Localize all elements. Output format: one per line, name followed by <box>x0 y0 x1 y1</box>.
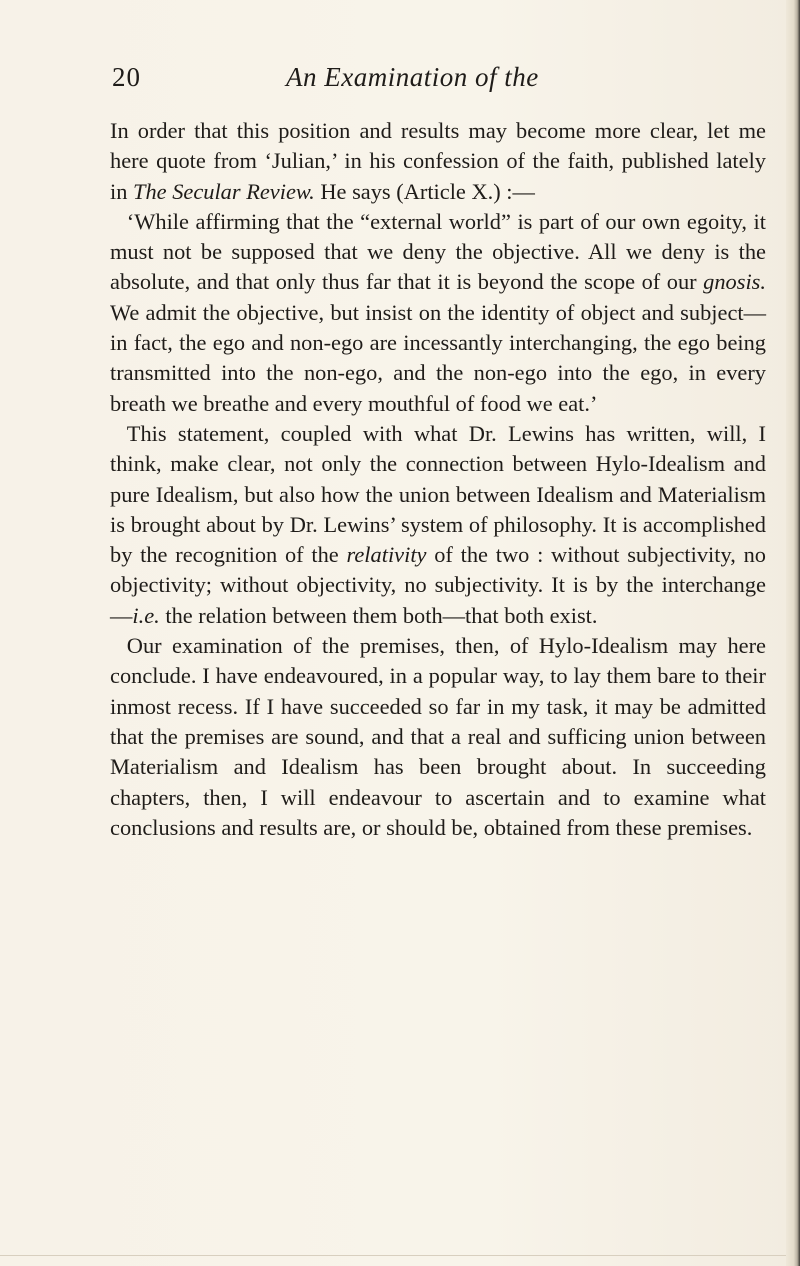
page-edge-shadow <box>786 0 800 1266</box>
text-run: In order that this position and results may become more clear, let me here quote from ‘Julian,’ in his confession of the faith, published lately in <box>110 118 766 204</box>
italic-title: The Secular Review. <box>133 178 315 204</box>
quotation-paragraph <box>110 207 766 419</box>
page-header <box>0 62 800 102</box>
text-run: This statement, coupled with what Dr. Lewins has written, will, I think, make clear, not only the connection between Hylo-Idealism and pure Idealism, but also how the union between Idealism and Materialism is brought about by Dr. Lewins’ system of philosophy. It is accomplished by the recognition of the <box>110 420 766 568</box>
running-head: An Examination of the <box>286 62 539 92</box>
paragraph <box>110 631 766 843</box>
paragraph <box>110 419 766 631</box>
italic-term: relativity <box>346 542 427 568</box>
paragraph <box>110 116 766 207</box>
italic-abbreviation: i.e. <box>132 602 160 628</box>
text-run: of the two : without subjectivity, no objectivity; without objectivity, no subjectivity. It is by the interchange— <box>110 542 766 628</box>
text-run: ‘While affirming that the “external world” is part of our own egoity, it must not be supposed that we deny the objective. All we deny is the absolute, and that only thus far that it is beyond the scope of our <box>110 208 766 295</box>
text-run: Our examination of the premises, then, of Hylo-Idealism may here conclude. I have endeavoured, in a popular way, to lay them bare to their inmost recess. If I have succeeded so far in my task, it may be admitted that the premises are sound, and that a real and sufficing union between Materialism and Idealism has been brought about. In succeeding chapters, then, I will endeavour to ascertain and to examine what conclusions and results are, or should be, obtained from these premises. <box>110 633 766 840</box>
page-number: 20 <box>112 62 141 92</box>
page-bottom-edge <box>0 1255 786 1256</box>
text-run: the relation between them both—that both exist. <box>159 602 598 628</box>
body-text <box>110 116 766 843</box>
text-run: We admit the objective, but insist on the identity of object and subject—in fact, the ego and non-ego are incessantly interchanging, the ego being transmitted into the non-ego, and the non-ego into the ego, in every breath we breathe and every mouthful of food we eat.’ <box>110 299 766 416</box>
italic-term: gnosis. <box>703 269 766 295</box>
text-run: He says (Article X.) :— <box>314 178 535 204</box>
